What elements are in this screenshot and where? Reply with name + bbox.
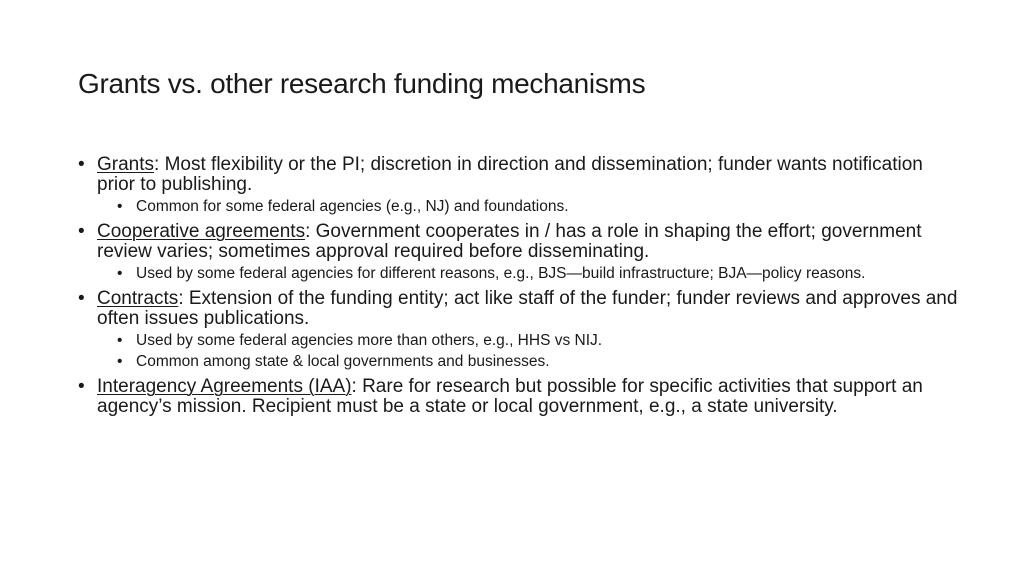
bullet-list (78, 155, 958, 417)
bullet-icon: • (78, 154, 85, 175)
bullet-text: : Most flexibility or the PI; discretion in direction and dissemination; funder wants notification prior to publishing. (97, 154, 923, 195)
bullet-text: : Rare for research but possible for specific activities that support an agency’s mission. Recipient must be a state or local government, e.g., a state university. (97, 376, 923, 417)
bullet-icon: • (78, 221, 85, 242)
slide-title: Grants vs. other research funding mechanisms (78, 68, 646, 99)
sub-bullet (78, 198, 958, 216)
sub-bullet-text: Used by some federal agencies for different reasons, e.g., BJS—build infrastructure; BJA—policy reasons. (136, 265, 866, 282)
sub-bullet-icon: • (117, 353, 123, 370)
term-interagency-agreements: Interagency Agreements (IAA) (97, 376, 352, 397)
term-cooperative-agreements: Cooperative agreements (97, 221, 306, 242)
bullet-text: : Extension of the funding entity; act like staff of the funder; funder reviews and approves and often issues publications. (97, 288, 958, 329)
sub-bullet-text: Used by some federal agencies more than others, e.g., HHS vs NIJ. (136, 332, 603, 349)
sub-bullet-text: Common among state & local governments and businesses. (136, 353, 550, 370)
sub-bullet (78, 332, 958, 350)
bullet-interagency-agreements (78, 377, 958, 417)
sub-bullet-icon: • (117, 198, 123, 215)
bullet-contracts (78, 289, 958, 329)
sub-bullet-icon: • (117, 332, 123, 349)
bullet-icon: • (78, 288, 85, 309)
bullet-text: : Government cooperates in / has a role in shaping the effort; government review varies; sometimes approval required before disseminating. (97, 221, 922, 262)
sub-bullet-text: Common for some federal agencies (e.g., NJ) and foundations. (136, 198, 569, 215)
term-grants: Grants (97, 154, 155, 175)
bullet-grants (78, 155, 958, 195)
sub-bullet (78, 265, 958, 283)
bullet-cooperative-agreements (78, 222, 958, 262)
term-contracts: Contracts (97, 288, 179, 309)
sub-bullet-icon: • (117, 265, 123, 282)
sub-bullet (78, 353, 958, 371)
bullet-icon: • (78, 376, 85, 397)
